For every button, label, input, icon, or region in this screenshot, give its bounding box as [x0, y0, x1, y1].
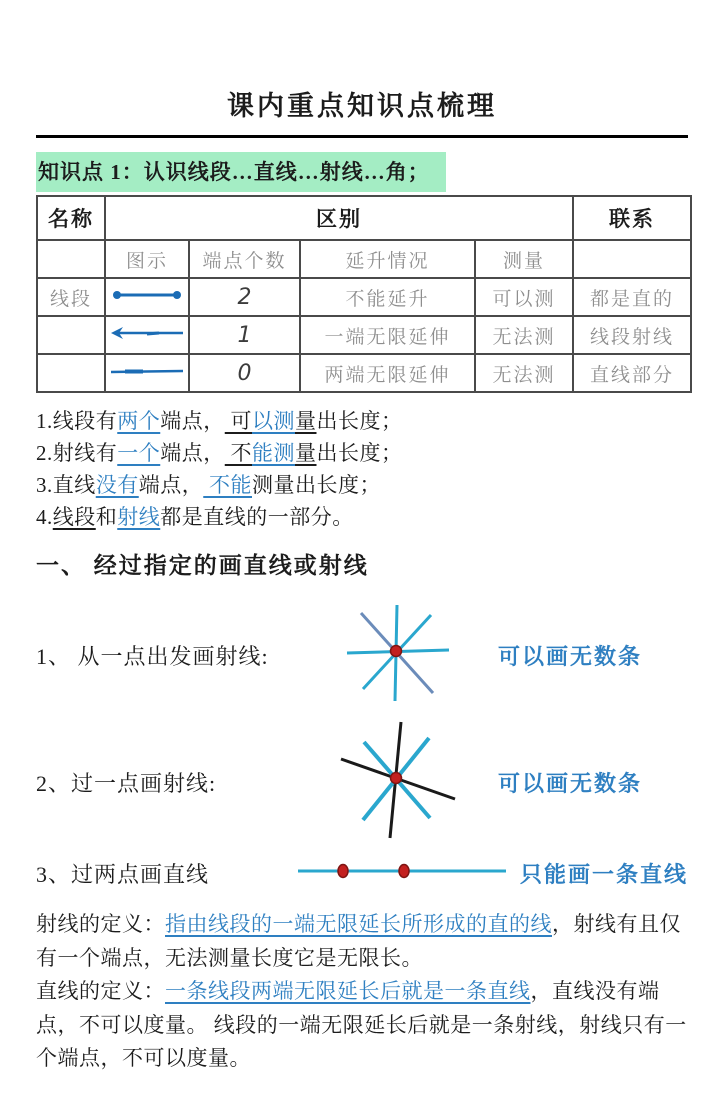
table-subheader-measure: 测量 [475, 240, 573, 278]
row-relation: 都是直的 [573, 278, 691, 316]
topic-heading-highlight: 知识点 1：认识线段…直线…射线…角； [36, 152, 446, 192]
note-item-3: 3.直线没有端点， 不能测量出长度； [36, 473, 381, 497]
row-name [37, 354, 105, 392]
definitions-block [36, 908, 688, 1076]
straight-line-icon [109, 363, 185, 379]
table-subheader-empty [573, 240, 691, 278]
drawing-row-rays-from-point [36, 602, 688, 708]
note-item-1: 1.线段有两个端点， 可以测量出长度； [36, 409, 403, 433]
drawing-note: 可以画无数条 [498, 770, 643, 796]
row-name: 线段 [37, 278, 105, 316]
row-extension: 不能延升 [300, 278, 475, 316]
row-measure: 无法测 [475, 316, 573, 354]
table-header-relation: 联系 [573, 196, 691, 240]
table-subheader-empty [37, 240, 105, 278]
drawing-label: 3、过两点画直线 [36, 861, 210, 887]
note-item-2: 2.射线有一个端点， 不能测量出长度； [36, 441, 403, 465]
table-subheader-extension: 延升情况 [300, 240, 475, 278]
row-measure: 可以测 [475, 278, 573, 316]
drawing-label: 2、过一点画射线: [36, 770, 217, 796]
row-relation: 直线部分 [573, 354, 691, 392]
drawing-row-rays-through-point [36, 716, 688, 848]
drawing-row-line-through-two-points [36, 852, 688, 894]
knowledge-points-table [36, 195, 692, 393]
row-endpoints: 2 [189, 278, 300, 316]
row-endpoints: 0 [189, 354, 300, 392]
segment-with-endpoints-icon [111, 287, 183, 303]
line-definition: 直线的定义：一条线段两端无限延长后就是一条直线，直线没有端点，不可以度量。 线段的一端无限延长后就是一条射线，射线只有一个端点，不可以度量。 [36, 979, 687, 1070]
drawing-label: 1、 从一点出发画射线: [36, 643, 269, 669]
table-subheader-endpoints: 端点个数 [189, 240, 300, 278]
figure-wrap [308, 716, 486, 849]
line-through-two-points-icon [296, 860, 508, 882]
notes-list [36, 405, 688, 533]
rays-from-one-point-icon [339, 601, 455, 705]
row-endpoints: 1 [189, 316, 300, 354]
figure-wrap [296, 860, 508, 887]
drawing-note: 只能画一条直线 [519, 861, 688, 887]
table-header-name: 名称 [37, 196, 105, 240]
row-extension: 两端无限延伸 [300, 354, 475, 392]
row-extension: 一端无限延伸 [300, 316, 475, 354]
page-title: 课内重点知识点梳理 [227, 91, 497, 121]
table-header-difference: 区别 [105, 196, 573, 240]
figure-cell [105, 278, 189, 316]
drawing-note: 可以画无数条 [498, 643, 643, 669]
section-heading: 一、 经过指定的画直线或射线 [36, 553, 369, 578]
figure-cell [105, 316, 189, 354]
table-subheader-figure: 图示 [105, 240, 189, 278]
row-measure: 无法测 [475, 354, 573, 392]
document-page [0, 84, 724, 1076]
ray-definition: 射线的定义：指由线段的一端无限延长所形成的直的线，射线有且仅有一个端点，无法测量长度它是无限长。 [36, 912, 681, 970]
row-name [37, 316, 105, 354]
figure-wrap [308, 601, 486, 710]
figure-cell [105, 354, 189, 392]
note-item-4: 4.线段和射线都是直线的一部分。 [36, 505, 354, 529]
ray-with-arrow-icon [109, 325, 185, 341]
row-relation: 线段射线 [573, 316, 691, 354]
rays-through-one-point-icon [331, 716, 463, 844]
